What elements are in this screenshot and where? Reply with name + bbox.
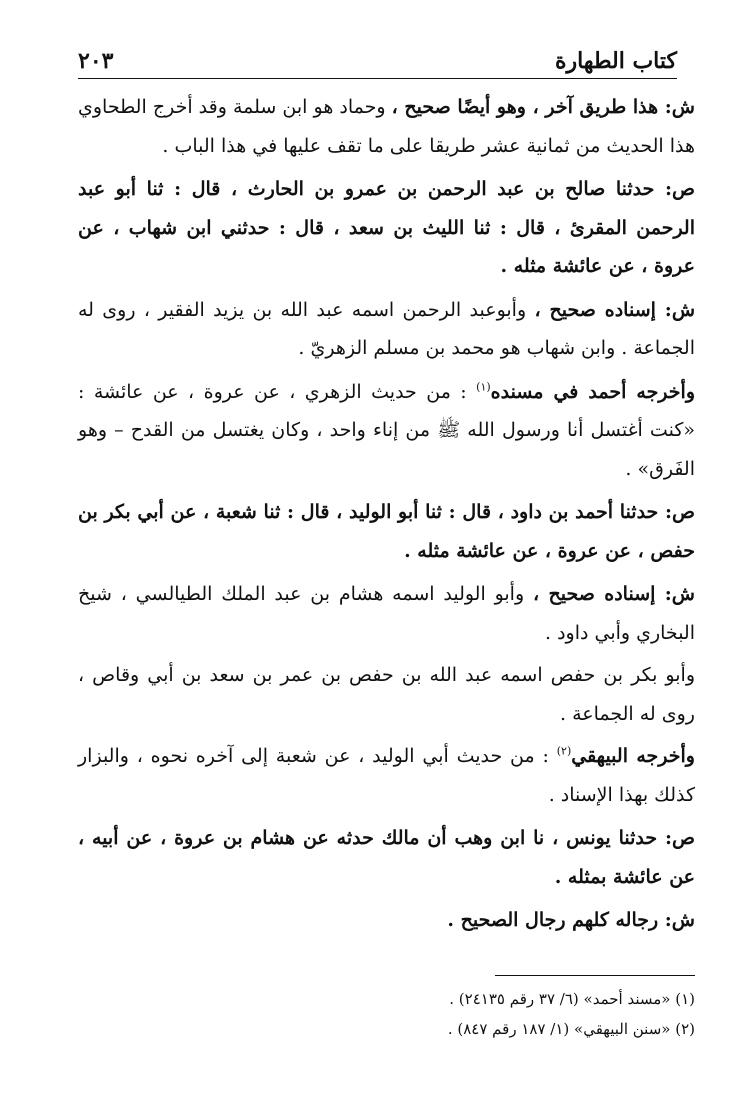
footnote-ref[interactable]: (١) [476,380,491,394]
paragraph-lead: ص: حدثنا يونس ، نا ابن وهب أن مالك حدثه عن هشام بن عروة ، عن أبيه ، عن عائشة بمثله . [78,827,695,888]
page-body [78,88,695,945]
paragraph-lead: ش: رجاله كلهم رجال الصحيح . [447,909,695,931]
chapter-title: كتاب الطهارة [554,48,677,74]
footnote-1: (١) «مسند أحمد» (٦/ ٣٧ رقم ٢٤١٣٥) . [449,990,695,1008]
footnote-divider [495,975,695,976]
paragraph-7 [78,656,695,733]
paragraph-lead: ش: هذا طريق آخر ، وهو أيضًا صحيح ، [391,96,695,118]
footnote-ref[interactable]: (٢) [556,744,572,758]
footnote-2: (٢) «سنن البيهقي» (١/ ١٨٧ رقم ٨٤٧) . [447,1020,695,1038]
paragraph-text: وأبو الوليد اسمه هشام بن عبد الملك الطيالسي ، شيخ البخاري وأبي داود . [78,583,695,644]
paragraph-text: : من حديث أبي الوليد ، عن شعبة إلى آخره نحوه ، والبزار كذلك بهذا الإسناد . [78,745,695,806]
paragraph-1 [78,88,695,165]
paragraph-8 [78,737,695,814]
paragraph-3 [78,291,695,368]
page-number: ٢٠٣ [78,48,114,74]
paragraph-4 [78,373,695,489]
paragraph-text: وأبوعبد الرحمن اسمه عبد الله بن يزيد الفقير ، روى له الجماعة . وابن شهاب هو محمد بن مسلم الزهريّ . [78,298,695,359]
footnotes [78,984,695,1044]
paragraph-text: : من حديث الزهري ، عن عروة ، عن عائشة : «كنت أغتسل أنا ورسول الله ﷺ من إناء واحد ، وكان يغتسل من القدح – وهو الفَرق» . [78,380,695,480]
paragraph-2 [78,170,695,286]
paragraph-text: وأبو بكر بن حفص اسمه عبد الله بن حفص بن عمر بن سعد بن أبي وقاص ، روى له الجماعة . [78,664,695,725]
paragraph-lead: ش: إسناده صحيح ، [532,583,695,605]
paragraph-lead: وأخرجه البيهقي [571,745,695,767]
paragraph-6 [78,575,695,652]
paragraph-lead: ص: حدثنا صالح بن عبد الرحمن بن عمرو بن الحارث ، قال : ثنا أبو عبد الرحمن المقرئ ، قال : ثنا الليث بن سعد ، قال : حدثني ابن شهاب ، عن عروة ، عن عائشة مثله . [78,178,695,277]
paragraph-5 [78,493,695,570]
paragraph-lead: وأخرجه أحمد في مسنده [490,380,695,403]
paragraph-10 [78,901,695,940]
paragraph-9 [78,819,695,896]
paragraph-lead: ش: إسناده صحيح ، [534,298,696,321]
running-header [78,34,677,79]
paragraph-text: وحماد هو ابن سلمة وقد أخرج الطحاوي هذا الحديث من ثمانية عشر طريقا على ما تقف عليها في هذا الباب . [78,96,695,157]
paragraph-lead: ص: حدثنا أحمد بن داود ، قال : ثنا أبو الوليد ، قال : ثنا شعبة ، عن أبي بكر بن حفص ، عن عروة ، عن عائشة مثله . [78,501,695,562]
